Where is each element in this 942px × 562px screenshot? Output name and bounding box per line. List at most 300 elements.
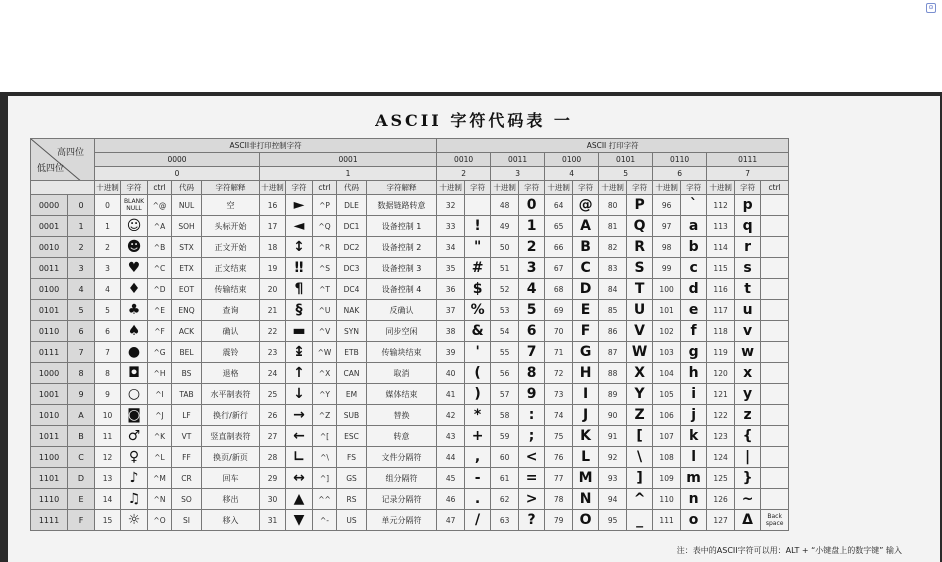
decimal-cell: 51 — [491, 258, 519, 279]
decimal-cell: 77 — [545, 468, 573, 489]
char-cell: x — [735, 363, 761, 384]
char-cell: Z — [627, 405, 653, 426]
decimal-cell: 60 — [491, 447, 519, 468]
row-hex-label: 6 — [68, 321, 95, 342]
ctrl-key-cell: ^K — [148, 426, 172, 447]
glyph-cell: ▲ — [286, 489, 313, 510]
char-cell: n — [681, 489, 707, 510]
char-cell: ] — [627, 468, 653, 489]
sub-header: 十进制 — [491, 181, 519, 195]
sub-header: 十进制 — [545, 181, 573, 195]
description-cell: 正文开始 — [202, 237, 260, 258]
ctrl-key-cell: ^B — [148, 237, 172, 258]
decimal-cell: 3 — [95, 258, 121, 279]
char-cell: " — [465, 237, 491, 258]
char-cell: q — [735, 216, 761, 237]
char-cell: f — [681, 321, 707, 342]
decimal-cell: 32 — [437, 195, 465, 216]
print-group-header: ASCII 打印字符 — [437, 139, 789, 153]
ctrl-key-cell: ^Q — [313, 216, 337, 237]
decimal-cell: 84 — [599, 279, 627, 300]
decimal-cell: 20 — [260, 279, 286, 300]
decimal-cell: 16 — [260, 195, 286, 216]
decimal-cell: 49 — [491, 216, 519, 237]
description-cell: 移出 — [202, 489, 260, 510]
table-row — [31, 384, 942, 405]
char-cell: 9 — [519, 384, 545, 405]
description-cell: 移入 — [202, 510, 260, 531]
char-cell: = — [519, 468, 545, 489]
char-cell: + — [465, 426, 491, 447]
bin-col-header: 0001 — [260, 153, 437, 167]
row-hex-label: 1 — [68, 216, 95, 237]
ctrl-key-cell: ^A — [148, 216, 172, 237]
decimal-cell: 30 — [260, 489, 286, 510]
code-cell: FS — [337, 447, 367, 468]
char-cell: T — [627, 279, 653, 300]
char-cell: @ — [573, 195, 599, 216]
decimal-cell: 39 — [437, 342, 465, 363]
ctrl-key-cell: ^D — [148, 279, 172, 300]
corner-icon[interactable]: ⊙ — [926, 3, 936, 13]
decimal-cell: 89 — [599, 384, 627, 405]
decimal-cell: 11 — [95, 426, 121, 447]
hex-col-header: 6 — [653, 167, 707, 181]
char-cell: o — [681, 510, 707, 531]
ctrl-key-cell: ^@ — [148, 195, 172, 216]
decimal-cell: 70 — [545, 321, 573, 342]
char-cell: 5 — [519, 300, 545, 321]
char-cell: P — [627, 195, 653, 216]
char-cell: M — [573, 468, 599, 489]
decimal-cell: 18 — [260, 237, 286, 258]
description-cell: 传输结束 — [202, 279, 260, 300]
glyph-cell: ♀ — [121, 447, 148, 468]
row-hex-label: B — [68, 426, 95, 447]
decimal-cell: 81 — [599, 216, 627, 237]
code-cell: DLE — [337, 195, 367, 216]
decimal-cell: 97 — [653, 216, 681, 237]
decimal-cell: 86 — [599, 321, 627, 342]
glyph-cell: ► — [286, 195, 313, 216]
decimal-cell: 107 — [653, 426, 681, 447]
glyph-cell: ♦ — [121, 279, 148, 300]
code-cell: EM — [337, 384, 367, 405]
char-cell: J — [573, 405, 599, 426]
ctrl-key-cell: ^M — [148, 468, 172, 489]
glyph-cell: ↕ — [286, 237, 313, 258]
corner-low-label: 低四位 — [37, 164, 65, 174]
row-bin-label: 1101 — [31, 468, 68, 489]
char-cell: C — [573, 258, 599, 279]
char-cell: 6 — [519, 321, 545, 342]
sub-header: ctrl — [148, 181, 172, 195]
decimal-cell: 15 — [95, 510, 121, 531]
char-cell: s — [735, 258, 761, 279]
description-cell: 头标开始 — [202, 216, 260, 237]
description-cell: 正文结束 — [202, 258, 260, 279]
row-hex-label: 9 — [68, 384, 95, 405]
char-cell: e — [681, 300, 707, 321]
sub-header: 字符 — [519, 181, 545, 195]
decimal-cell: 67 — [545, 258, 573, 279]
char-cell: V — [627, 321, 653, 342]
decimal-cell: 47 — [437, 510, 465, 531]
ctrl-key-cell: ^V — [313, 321, 337, 342]
decimal-cell: 56 — [491, 363, 519, 384]
decimal-cell: 22 — [260, 321, 286, 342]
ctrl-cell — [761, 258, 789, 279]
char-cell: c — [681, 258, 707, 279]
bin-col-header: 0101 — [599, 153, 653, 167]
char-cell: # — [465, 258, 491, 279]
description-cell: 竖直制表符 — [202, 426, 260, 447]
decimal-cell: 36 — [437, 279, 465, 300]
decimal-cell: 115 — [707, 258, 735, 279]
char-cell: t — [735, 279, 761, 300]
decimal-cell: 118 — [707, 321, 735, 342]
table-row — [31, 426, 942, 447]
decimal-cell: 2 — [95, 237, 121, 258]
decimal-cell: 27 — [260, 426, 286, 447]
decimal-cell: 104 — [653, 363, 681, 384]
ctrl-key-cell: ^^ — [313, 489, 337, 510]
ctrl-key-cell: ^X — [313, 363, 337, 384]
char-cell: D — [573, 279, 599, 300]
char-cell: 8 — [519, 363, 545, 384]
table-row — [31, 279, 942, 300]
decimal-cell: 7 — [95, 342, 121, 363]
ctrl-key-cell: ^\ — [313, 447, 337, 468]
description-cell: 取消 — [367, 363, 437, 384]
char-cell: > — [519, 489, 545, 510]
char-cell: / — [465, 510, 491, 531]
char-cell: r — [735, 237, 761, 258]
char-cell: 1 — [519, 216, 545, 237]
description-cell: 记录分隔符 — [367, 489, 437, 510]
sub-header: 字符 — [286, 181, 313, 195]
char-cell: A — [573, 216, 599, 237]
char-cell: b — [681, 237, 707, 258]
char-cell: 0 — [519, 195, 545, 216]
row-hex-label: C — [68, 447, 95, 468]
decimal-cell: 88 — [599, 363, 627, 384]
char-cell: K — [573, 426, 599, 447]
char-cell: G — [573, 342, 599, 363]
code-cell: ESC — [337, 426, 367, 447]
glyph-cell: ○ — [121, 384, 148, 405]
decimal-cell: 83 — [599, 258, 627, 279]
table-row — [31, 300, 942, 321]
description-cell: 震铃 — [202, 342, 260, 363]
decimal-cell: 26 — [260, 405, 286, 426]
decimal-cell: 109 — [653, 468, 681, 489]
code-cell: VT — [172, 426, 202, 447]
decimal-cell: 90 — [599, 405, 627, 426]
description-cell: 单元分隔符 — [367, 510, 437, 531]
decimal-cell: 95 — [599, 510, 627, 531]
glyph-cell: § — [286, 300, 313, 321]
ctrl-cell — [761, 384, 789, 405]
char-cell: v — [735, 321, 761, 342]
char-cell: $ — [465, 279, 491, 300]
code-cell: GS — [337, 468, 367, 489]
row-bin-label: 1110 — [31, 489, 68, 510]
row-bin-label: 0010 — [31, 237, 68, 258]
decimal-cell: 19 — [260, 258, 286, 279]
glyph-cell: ♣ — [121, 300, 148, 321]
decimal-cell: 93 — [599, 468, 627, 489]
decimal-cell: 12 — [95, 447, 121, 468]
char-cell: u — [735, 300, 761, 321]
description-cell: 文件分隔符 — [367, 447, 437, 468]
ctrl-key-cell: ^L — [148, 447, 172, 468]
decimal-cell: 123 — [707, 426, 735, 447]
decimal-cell: 69 — [545, 300, 573, 321]
char-cell: , — [465, 447, 491, 468]
char-cell: ! — [465, 216, 491, 237]
hex-col-header: 2 — [437, 167, 491, 181]
char-cell: U — [627, 300, 653, 321]
code-cell: SOH — [172, 216, 202, 237]
decimal-cell: 0 — [95, 195, 121, 216]
char-cell: [ — [627, 426, 653, 447]
row-bin-label: 0101 — [31, 300, 68, 321]
table-row — [31, 510, 942, 531]
decimal-cell: 103 — [653, 342, 681, 363]
description-cell: 媒体结束 — [367, 384, 437, 405]
decimal-cell: 46 — [437, 489, 465, 510]
code-cell: CAN — [337, 363, 367, 384]
char-cell: i — [681, 384, 707, 405]
code-cell: DC1 — [337, 216, 367, 237]
char-cell: X — [627, 363, 653, 384]
char-cell: g — [681, 342, 707, 363]
bin-col-header: 0111 — [707, 153, 789, 167]
glyph-cell: ♥ — [121, 258, 148, 279]
char-cell: Δ — [735, 510, 761, 531]
decimal-cell: 80 — [599, 195, 627, 216]
ctrl-cell — [761, 195, 789, 216]
sub-header: 代码 — [337, 181, 367, 195]
table-row — [31, 195, 942, 216]
decimal-cell: 87 — [599, 342, 627, 363]
row-bin-label: 1010 — [31, 405, 68, 426]
char-cell: ) — [465, 384, 491, 405]
hex-col-header: 3 — [491, 167, 545, 181]
decimal-cell: 126 — [707, 489, 735, 510]
char-cell: \ — [627, 447, 653, 468]
decimal-cell: 1 — [95, 216, 121, 237]
code-cell: TAB — [172, 384, 202, 405]
decimal-cell: 37 — [437, 300, 465, 321]
char-cell: H — [573, 363, 599, 384]
glyph-cell: ↑ — [286, 363, 313, 384]
decimal-cell: 13 — [95, 468, 121, 489]
decimal-cell: 65 — [545, 216, 573, 237]
glyph-cell: ▼ — [286, 510, 313, 531]
decimal-cell: 119 — [707, 342, 735, 363]
ascii-table — [30, 138, 942, 531]
ascii-table-sheet — [8, 96, 940, 562]
decimal-cell: 66 — [545, 237, 573, 258]
char-cell: 3 — [519, 258, 545, 279]
glyph-cell: BLANK NULL — [121, 195, 148, 216]
page-title: ASCII 字符代码表 一 — [375, 111, 573, 130]
char-cell: . — [465, 489, 491, 510]
description-cell: 空 — [202, 195, 260, 216]
ctrl-key-cell: ^R — [313, 237, 337, 258]
description-cell: 设备控制 2 — [367, 237, 437, 258]
decimal-cell: 14 — [95, 489, 121, 510]
decimal-cell: 106 — [653, 405, 681, 426]
glyph-cell: ↓ — [286, 384, 313, 405]
row-hex-label: 3 — [68, 258, 95, 279]
description-cell: 确认 — [202, 321, 260, 342]
table-row — [31, 468, 942, 489]
footnote: 注：表中的ASCII字符可以用：ALT + “小键盘上的数字键” 输入 — [676, 546, 902, 555]
decimal-cell: 57 — [491, 384, 519, 405]
decimal-cell: 96 — [653, 195, 681, 216]
sub-header: 字符解释 — [367, 181, 437, 195]
code-cell: SO — [172, 489, 202, 510]
char-cell: B — [573, 237, 599, 258]
row-bin-label: 0011 — [31, 258, 68, 279]
row-hex-label: E — [68, 489, 95, 510]
row-hex-label: 0 — [68, 195, 95, 216]
row-bin-label: 1011 — [31, 426, 68, 447]
bin-col-header: 0010 — [437, 153, 491, 167]
code-cell: SI — [172, 510, 202, 531]
glyph-cell: ☺ — [121, 216, 148, 237]
decimal-cell: 117 — [707, 300, 735, 321]
code-cell: ETB — [337, 342, 367, 363]
char-cell: k — [681, 426, 707, 447]
glyph-cell: ☻ — [121, 237, 148, 258]
description-cell: 传输块结束 — [367, 342, 437, 363]
sub-header: 字符解释 — [202, 181, 260, 195]
decimal-cell: 125 — [707, 468, 735, 489]
table-row — [31, 342, 942, 363]
glyph-cell: ↔ — [286, 468, 313, 489]
code-cell: DC3 — [337, 258, 367, 279]
code-cell: BEL — [172, 342, 202, 363]
char-cell: d — [681, 279, 707, 300]
description-cell: 设备控制 3 — [367, 258, 437, 279]
decimal-cell: 4 — [95, 279, 121, 300]
decimal-cell: 94 — [599, 489, 627, 510]
ctrl-key-cell: ^[ — [313, 426, 337, 447]
glyph-cell: ◙ — [121, 405, 148, 426]
code-cell: ETX — [172, 258, 202, 279]
code-cell: LF — [172, 405, 202, 426]
row-bin-label: 1111 — [31, 510, 68, 531]
char-cell: p — [735, 195, 761, 216]
char-cell: N — [573, 489, 599, 510]
hex-col-header: 7 — [707, 167, 789, 181]
sub-header: 十进制 — [95, 181, 121, 195]
ctrl-cell — [761, 321, 789, 342]
decimal-cell: 38 — [437, 321, 465, 342]
decimal-cell: 54 — [491, 321, 519, 342]
decimal-cell: 6 — [95, 321, 121, 342]
decimal-cell: 23 — [260, 342, 286, 363]
ctrl-group-header: ASCII非打印控制字符 — [95, 139, 437, 153]
row-bin-label: 1100 — [31, 447, 68, 468]
table-row — [31, 405, 942, 426]
ctrl-key-cell: ^J — [148, 405, 172, 426]
sub-header: 字符 — [573, 181, 599, 195]
char-cell: F — [573, 321, 599, 342]
sub-header: 字符 — [627, 181, 653, 195]
decimal-cell: 112 — [707, 195, 735, 216]
row-hex-label: 5 — [68, 300, 95, 321]
decimal-cell: 101 — [653, 300, 681, 321]
glyph-cell: ♪ — [121, 468, 148, 489]
decimal-cell: 82 — [599, 237, 627, 258]
ctrl-cell — [761, 279, 789, 300]
table-row — [31, 363, 942, 384]
row-bin-label: 0001 — [31, 216, 68, 237]
ctrl-key-cell: ^T — [313, 279, 337, 300]
description-cell: 水平制表符 — [202, 384, 260, 405]
corner-header — [31, 139, 95, 181]
row-hex-label: 2 — [68, 237, 95, 258]
char-cell: : — [519, 405, 545, 426]
glyph-cell: ◘ — [121, 363, 148, 384]
sub-header: 代码 — [172, 181, 202, 195]
decimal-cell: 29 — [260, 468, 286, 489]
char-cell: h — [681, 363, 707, 384]
char-cell: I — [573, 384, 599, 405]
decimal-cell: 34 — [437, 237, 465, 258]
decimal-cell: 53 — [491, 300, 519, 321]
ctrl-key-cell: ^I — [148, 384, 172, 405]
row-bin-label: 0110 — [31, 321, 68, 342]
decimal-cell: 75 — [545, 426, 573, 447]
glyph-cell: ♫ — [121, 489, 148, 510]
char-cell: Y — [627, 384, 653, 405]
description-cell: 回车 — [202, 468, 260, 489]
ctrl-key-cell: ^Y — [313, 384, 337, 405]
decimal-cell: 108 — [653, 447, 681, 468]
glyph-cell: ‼ — [286, 258, 313, 279]
code-cell: ACK — [172, 321, 202, 342]
decimal-cell: 21 — [260, 300, 286, 321]
glyph-cell: ↨ — [286, 342, 313, 363]
char-cell: - — [465, 468, 491, 489]
char-cell: S — [627, 258, 653, 279]
ctrl-cell — [761, 363, 789, 384]
char-cell: < — [519, 447, 545, 468]
decimal-cell: 5 — [95, 300, 121, 321]
char-cell: W — [627, 342, 653, 363]
code-cell: US — [337, 510, 367, 531]
table-row — [31, 216, 942, 237]
char-cell: L — [573, 447, 599, 468]
description-cell: 反确认 — [367, 300, 437, 321]
image-frame — [0, 92, 942, 562]
code-cell: STX — [172, 237, 202, 258]
decimal-cell: 48 — [491, 195, 519, 216]
glyph-cell: ← — [286, 426, 313, 447]
row-hex-label: 7 — [68, 342, 95, 363]
description-cell: 退格 — [202, 363, 260, 384]
ctrl-cell: Back space — [761, 510, 789, 531]
char-cell: % — [465, 300, 491, 321]
code-cell: NAK — [337, 300, 367, 321]
table-row — [31, 489, 942, 510]
